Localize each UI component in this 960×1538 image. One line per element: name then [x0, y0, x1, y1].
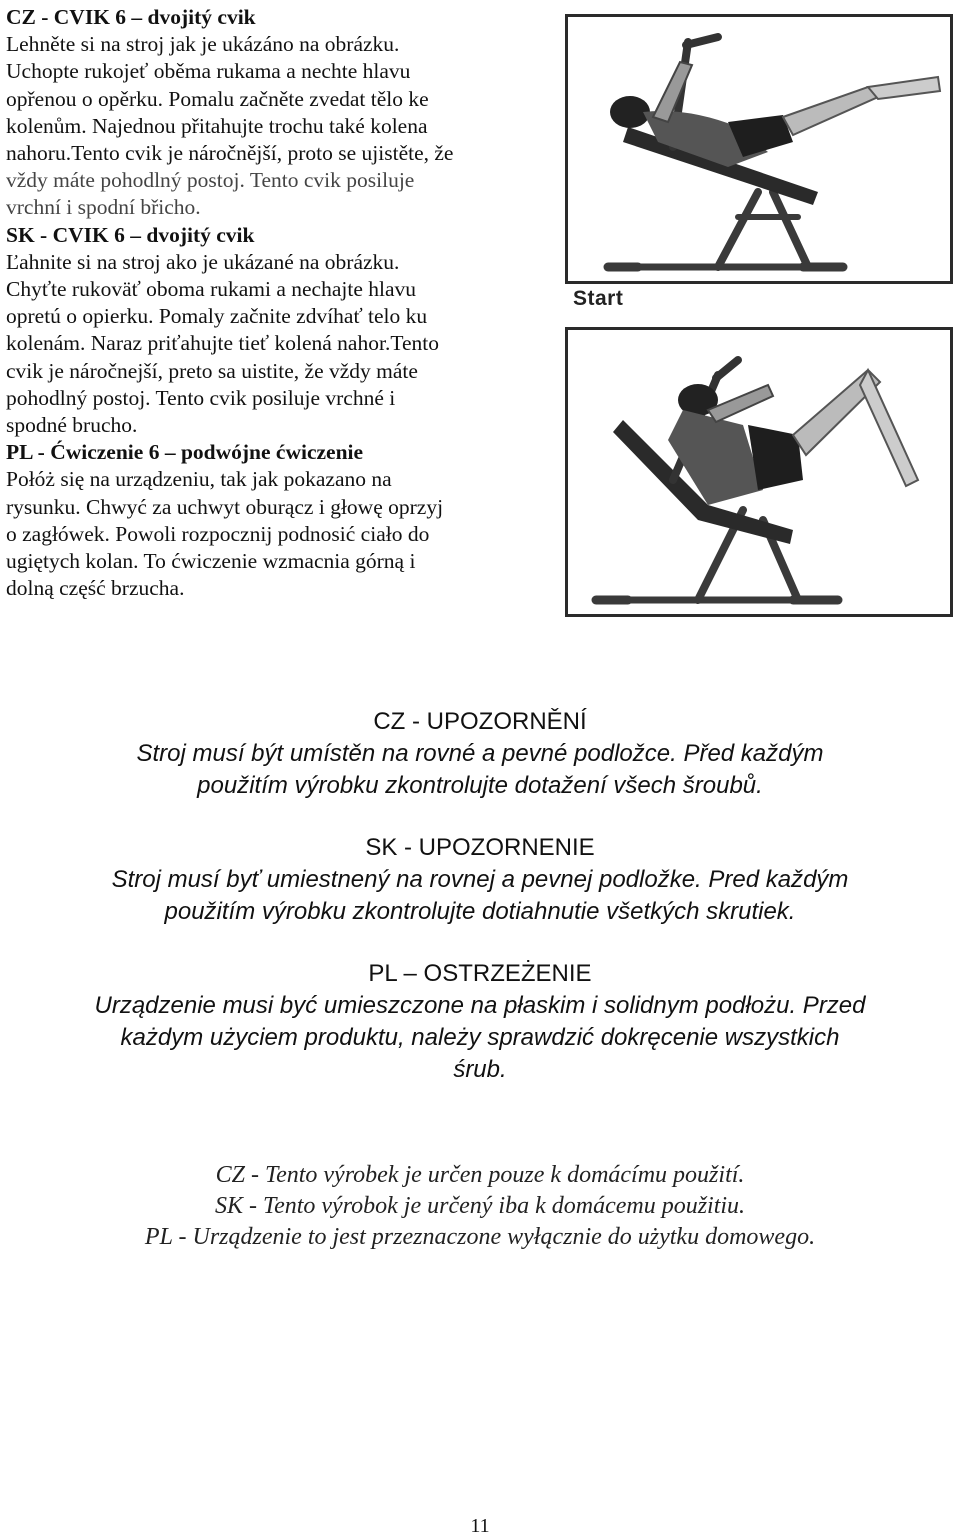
exercise-line: vrchní i spodní břicho. — [6, 195, 201, 220]
exercise-line: dolną część brzucha. — [6, 576, 185, 601]
exercise-line: pohodlný postoj. Tento cvik posiluje vrchné i — [6, 385, 396, 410]
home-use-notice — [0, 1160, 960, 1253]
exercise-line: Lehněte si na stroj jak je ukázáno na obrázku. — [6, 32, 400, 57]
exercise-heading-pl: PL - Ćwiczenie 6 – podwójne ćwiczenie — [6, 440, 364, 465]
warning-line: Stroj musí být umístěn na rovné a pevné podložce. Před každým — [136, 740, 824, 767]
warning-sk — [0, 832, 960, 928]
warning-line: każdym użyciem produktu, należy sprawdzić dokręcenie wszystkich — [120, 1024, 840, 1051]
warning-title: SK - UPOZORNENIE — [365, 834, 595, 861]
warning-line: použitím výrobku zkontrolujte dotažení všech šroubů. — [197, 772, 763, 799]
home-use-pl: PL - Urządzenie to jest przeznaczone wyłącznie do użytku domowego. — [144, 1224, 816, 1250]
exercise-line: opretú o opierku. Pomaly začnite zdvíhať telo ku — [6, 304, 428, 329]
exercise-line: kolenám. Naraz priťahujte tieť kolená nahor.Tento — [6, 331, 439, 356]
exercise-line: Ľahnite si na stroj ako je ukázané na obrázku. — [6, 249, 400, 274]
warning-title: CZ - UPOZORNĚNÍ — [373, 708, 587, 735]
exercise-line: kolenům. Najednou přitahujte trochu také kolena — [6, 113, 428, 138]
home-use-cz: CZ - Tento výrobek je určen pouze k domácímu použití. — [215, 1162, 745, 1188]
warning-line: śrub. — [453, 1056, 507, 1083]
warning-cz — [0, 706, 960, 802]
exercise-line: o zagłówek. Powoli rozpocznij podnosić ciało do — [6, 521, 430, 546]
exercise-heading-sk: SK - CVIK 6 – dvojitý cvik — [6, 222, 255, 247]
exercise-start-figure — [565, 14, 953, 284]
exercise-line: spodné brucho. — [6, 413, 138, 438]
bench-start-illustration — [568, 17, 950, 281]
exercise-line: vždy máte pohodlný postoj. Tento cvik posiluje — [6, 168, 415, 193]
home-use-sk: SK - Tento výrobok je určený iba k domácemu použitiu. — [214, 1193, 746, 1219]
exercise-line: nahoru.Tento cvik je náročnější, proto se ujistěte, že — [6, 141, 454, 166]
exercise-line: Chyťte rukoväť oboma rukami a nechajte hlavu — [6, 277, 417, 302]
warning-title: PL – OSTRZEŻENIE — [368, 960, 592, 987]
warning-pl — [0, 958, 960, 1086]
exercise-line: Połóż się na urządzeniu, tak jak pokazano na — [6, 467, 392, 492]
exercise-line: opřenou o opěrku. Pomalu začněte zvedat tělo ke — [6, 86, 429, 111]
exercise-line: cvik je náročnejší, preto sa uistite, že vždy máte — [6, 358, 418, 383]
safety-warnings — [0, 706, 960, 1116]
exercise-line: Uchopte rukojeť oběma rukama a nechte hlavu — [6, 59, 411, 84]
warning-line: použitím výrobku zkontrolujte dotiahnutie všetkých skrutiek. — [164, 898, 796, 925]
exercise-heading-cz: CZ - CVIK 6 – dvojitý cvik — [6, 5, 256, 29]
exercise-line: ugiętych kolan. To ćwiczenie wzmacnia górną i — [6, 549, 416, 574]
warning-line: Stroj musí byť umiestnený na rovnej a pevnej podložke. Pred každým — [111, 866, 849, 893]
warning-line: Urządzenie musi być umieszczone na płaskim i solidnym podłożu. Przed — [94, 992, 866, 1019]
exercise-line: rysunku. Chwyć za uchwyt oburącz i głowę oprzyj — [6, 494, 444, 519]
page-number: 11 — [470, 1515, 490, 1537]
exercise-instructions — [6, 4, 546, 602]
bench-crunch-illustration — [568, 330, 950, 614]
start-label: Start — [573, 287, 624, 310]
exercise-crunch-figure — [565, 327, 953, 617]
